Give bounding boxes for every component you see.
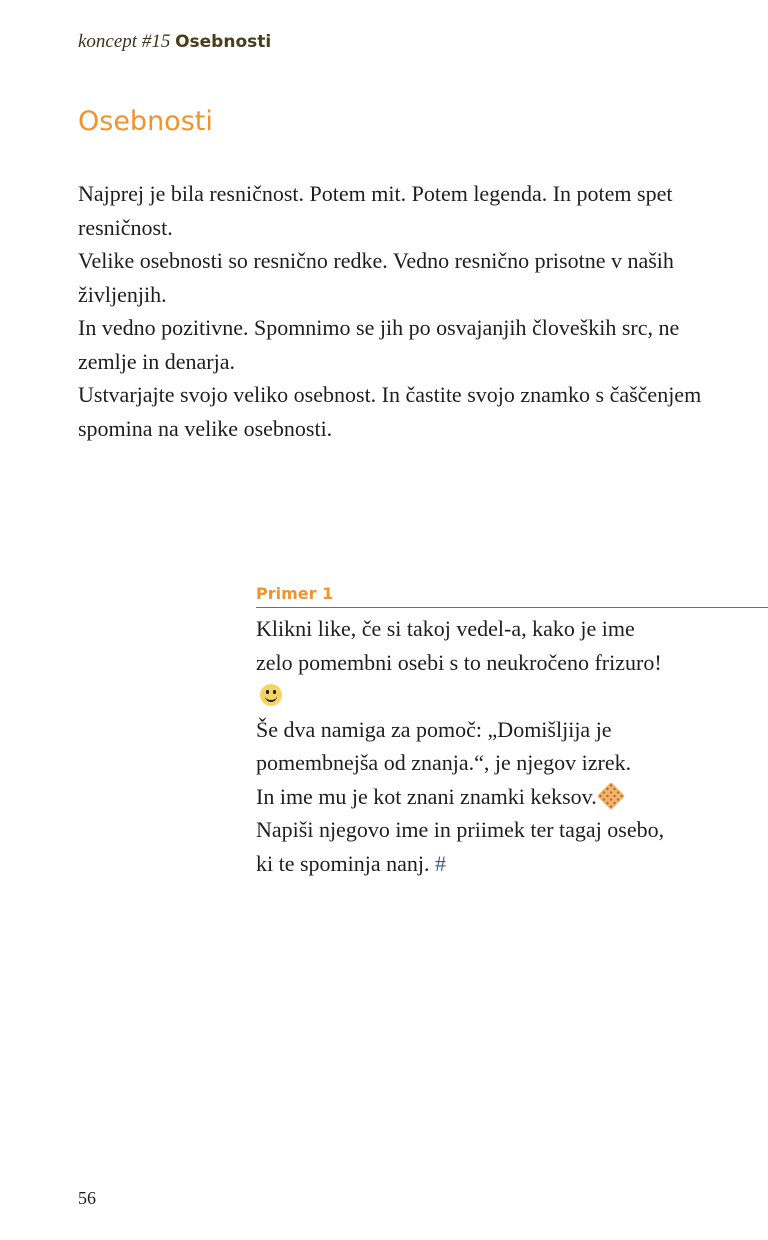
cracker-icon [597,781,625,809]
body-text [78,177,718,445]
example-line [256,780,676,814]
paragraph: In vedno pozitivne. Spomnimo se jih po osvajanjih človeških src, ne zemlje in denarja. [78,315,680,374]
example-line [256,612,676,713]
example-label: Primer 1 [256,584,334,603]
paragraph: Velike osebnosti so resnično redke. Vedno resnično prisotne v naših življenjih. [78,248,674,307]
paragraph: Najprej je bila resničnost. Potem mit. Potem legenda. In potem spet resničnost. [78,181,673,240]
smiley-icon [260,684,282,706]
page-title: Osebnosti [78,106,213,137]
example-line-text: In ime mu je kot znani znamki keksov. [256,783,597,809]
running-header [78,31,271,53]
example-line-text: Napiši njegovo ime in priimek ter tagaj osebo, ki te spominja nanj. [256,817,665,876]
paragraph: Ustvarjajte svojo veliko osebnost. In častite svojo znamko s čaščenjem spomina na velike osebnosti. [78,382,702,441]
example-line-text: Klikni like, če si takoj vedel-a, kako je ime zelo pomembni osebi s to neukročeno frizuro! [256,616,662,675]
example-text [256,612,676,880]
concept-label: koncept #15 [78,31,171,52]
hashtag-link[interactable]: # [435,850,447,876]
example-divider [256,607,768,608]
example-box [256,583,768,880]
concept-name: Osebnosti [175,32,272,52]
page-number: 56 [78,1188,96,1208]
example-line: Še dva namiga za pomoč: „Domišljija je pomembnejša od znanja.“, je njegov izrek. [256,716,632,775]
example-line [256,813,676,880]
